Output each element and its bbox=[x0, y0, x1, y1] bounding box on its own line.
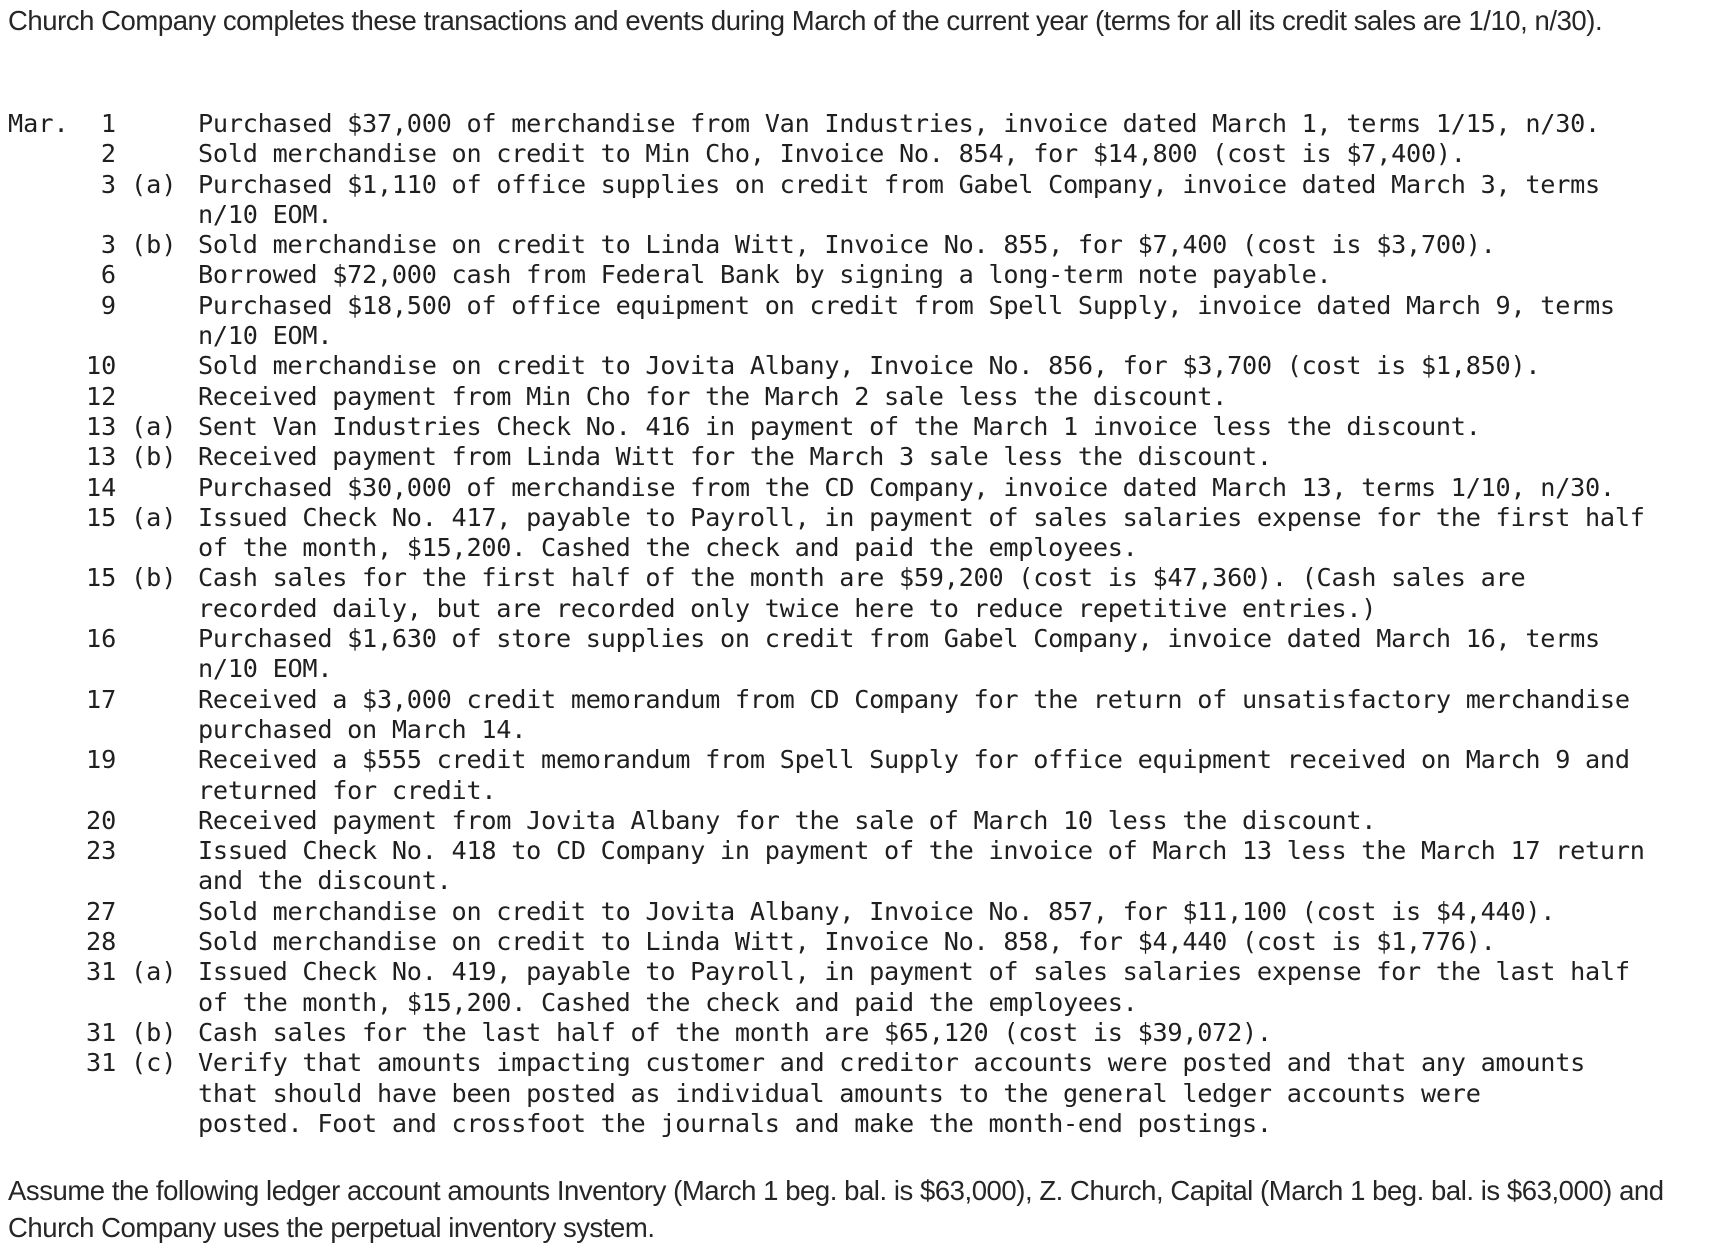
sub-label: (a) bbox=[131, 411, 177, 441]
description-line: recorded daily, but are recorded only twice here to reduce repetitive entries.) bbox=[198, 593, 1377, 623]
day: 15 bbox=[86, 563, 117, 593]
sub-label: (a) bbox=[131, 169, 177, 199]
description-line: purchased on March 14. bbox=[198, 714, 527, 744]
description-line: Sold merchandise on credit to Linda Witt, Invoice No. 858, for $4,440 (cost is $1,776). bbox=[198, 927, 1496, 957]
day: 1 bbox=[100, 109, 116, 138]
description-line: n/10 EOM. bbox=[198, 321, 333, 351]
transaction-description bbox=[198, 351, 1732, 381]
transaction-date bbox=[86, 685, 198, 715]
month-label: Mar. bbox=[8, 109, 69, 138]
transaction-row bbox=[8, 1018, 1732, 1048]
day: 19 bbox=[86, 745, 117, 775]
transaction-description bbox=[198, 109, 1732, 139]
transaction-description bbox=[198, 957, 1732, 1018]
day: 20 bbox=[86, 805, 117, 835]
day: 3 bbox=[100, 230, 116, 260]
description-line: Issued Check No. 419, payable to Payroll, in payment of sales salaries expense for the last half bbox=[198, 957, 1630, 987]
transaction-description bbox=[198, 442, 1732, 472]
day: 15 bbox=[86, 502, 117, 532]
transaction-row bbox=[8, 473, 1732, 503]
description-line: Verify that amounts impacting customer and creditor accounts were posted and that any amounts bbox=[198, 1048, 1586, 1078]
transaction-description bbox=[198, 170, 1732, 231]
transaction-date bbox=[86, 806, 198, 836]
transaction-date bbox=[86, 412, 198, 442]
day: 16 bbox=[86, 624, 117, 654]
day: 12 bbox=[86, 381, 117, 411]
transaction-row bbox=[8, 927, 1732, 957]
transaction-description bbox=[198, 836, 1732, 897]
description-line: returned for credit. bbox=[198, 775, 497, 805]
transaction-description bbox=[198, 897, 1732, 927]
description-line: Received payment from Linda Witt for the March 3 sale less the discount. bbox=[198, 442, 1272, 472]
transaction-row bbox=[8, 806, 1732, 836]
transaction-row bbox=[8, 836, 1732, 897]
transaction-date bbox=[86, 260, 198, 290]
day: 9 bbox=[100, 290, 116, 320]
transaction-date bbox=[86, 1018, 198, 1048]
transaction-date bbox=[86, 351, 198, 381]
description-line: n/10 EOM. bbox=[198, 654, 333, 684]
transaction-row bbox=[8, 1048, 1732, 1139]
transaction-description bbox=[198, 1048, 1732, 1139]
transaction-description bbox=[198, 291, 1732, 352]
description-line: Received a $555 credit memorandum from Spell Supply for office equipment received on March 9 and bbox=[198, 745, 1630, 775]
transaction-row bbox=[8, 412, 1732, 442]
day: 27 bbox=[86, 896, 117, 926]
description-line: n/10 EOM. bbox=[198, 199, 333, 229]
description-line: Issued Check No. 417, payable to Payroll, in payment of sales salaries expense for the first half bbox=[198, 502, 1645, 532]
transaction-date bbox=[86, 503, 198, 533]
description-line: Sold merchandise on credit to Linda Witt, Invoice No. 855, for $7,400 (cost is $3,700). bbox=[198, 230, 1496, 260]
transaction-description bbox=[198, 473, 1732, 503]
transaction-description bbox=[198, 563, 1732, 624]
transaction-date bbox=[86, 109, 198, 139]
transaction-row bbox=[8, 351, 1732, 381]
transaction-row bbox=[8, 291, 1732, 352]
sub-label: (b) bbox=[131, 563, 177, 593]
transaction-row bbox=[8, 230, 1732, 260]
description-line: Sold merchandise on credit to Min Cho, Invoice No. 854, for $14,800 (cost is $7,400). bbox=[198, 139, 1466, 169]
day: 14 bbox=[86, 472, 117, 502]
transaction-date bbox=[86, 897, 198, 927]
transaction-row bbox=[8, 109, 1732, 139]
transaction-row bbox=[8, 897, 1732, 927]
description-line: Purchased $18,500 of office equipment on credit from Spell Supply, invoice dated March 9, terms bbox=[198, 290, 1615, 320]
transaction-date bbox=[86, 563, 198, 593]
sub-label: (a) bbox=[131, 957, 177, 987]
transaction-row bbox=[8, 745, 1732, 806]
day: 31 bbox=[86, 957, 117, 987]
description-line: Received payment from Min Cho for the March 2 sale less the discount. bbox=[198, 381, 1228, 411]
description-line: Purchased $30,000 of merchandise from the CD Company, invoice dated March 13, terms 1/10, n/30. bbox=[198, 472, 1615, 502]
description-line: Issued Check No. 418 to CD Company in payment of the invoice of March 13 less the March 17 return bbox=[198, 836, 1645, 866]
transaction-list bbox=[8, 109, 1732, 1139]
description-line: Purchased $1,630 of store supplies on credit from Gabel Company, invoice dated March 16, terms bbox=[198, 624, 1600, 654]
day: 23 bbox=[86, 836, 117, 866]
day: 17 bbox=[86, 684, 117, 714]
description-line: of the month, $15,200. Cashed the check and paid the employees. bbox=[198, 533, 1138, 563]
transaction-row bbox=[8, 957, 1732, 1018]
transaction-date bbox=[86, 836, 198, 866]
sub-label: (b) bbox=[131, 230, 177, 260]
transaction-row bbox=[8, 442, 1732, 472]
description-line: Sold merchandise on credit to Jovita Albany, Invoice No. 856, for $3,700 (cost is $1,850). bbox=[198, 351, 1541, 381]
day: 28 bbox=[86, 927, 117, 957]
transaction-date bbox=[86, 927, 198, 957]
transaction-row bbox=[8, 563, 1732, 624]
description-line: and the discount. bbox=[198, 866, 452, 896]
transaction-description bbox=[198, 412, 1732, 442]
day: 13 bbox=[86, 411, 117, 441]
day: 13 bbox=[86, 442, 117, 472]
description-line: Sold merchandise on credit to Jovita Albany, Invoice No. 857, for $11,100 (cost is $4,440). bbox=[198, 896, 1556, 926]
description-line: Borrowed $72,000 cash from Federal Bank by signing a long-term note payable. bbox=[198, 260, 1332, 290]
transaction-row bbox=[8, 685, 1732, 746]
transaction-row bbox=[8, 260, 1732, 290]
transaction-date bbox=[86, 624, 198, 654]
transaction-description bbox=[198, 503, 1732, 564]
description-line: Cash sales for the first half of the month are $59,200 (cost is $47,360). (Cash sales are bbox=[198, 563, 1526, 593]
transaction-description bbox=[198, 230, 1732, 260]
day: 2 bbox=[100, 139, 116, 169]
transaction-description bbox=[198, 685, 1732, 746]
description-line: of the month, $15,200. Cashed the check and paid the employees. bbox=[198, 987, 1138, 1017]
day: 31 bbox=[86, 1017, 117, 1047]
description-line: Purchased $37,000 of merchandise from Van Industries, invoice dated March 1, terms 1/15, n/30. bbox=[198, 109, 1600, 138]
description-line: Sent Van Industries Check No. 416 in payment of the March 1 invoice less the discount. bbox=[198, 411, 1481, 441]
transaction-row bbox=[8, 503, 1732, 564]
transaction-date bbox=[86, 139, 198, 169]
transaction-date bbox=[86, 382, 198, 412]
transaction-row bbox=[8, 170, 1732, 231]
description-line: Cash sales for the last half of the month are $65,120 (cost is $39,072). bbox=[198, 1017, 1272, 1047]
transaction-description bbox=[198, 139, 1732, 169]
problem-intro: Church Company completes these transactions and events during March of the current year (terms for all its credit sales are 1/10, n/30). bbox=[8, 5, 1603, 36]
day: 31 bbox=[86, 1048, 117, 1078]
transaction-date bbox=[86, 442, 198, 472]
description-line: posted. Foot and crossfoot the journals and make the month-end postings. bbox=[198, 1108, 1272, 1138]
problem-assumptions: Assume the following ledger account amounts Inventory (March 1 beg. bal. is $63,000), Z. Church, Capital (March 1 beg. bal. is $63,000) and Church Company uses the perpetual inventory system. bbox=[8, 1175, 1664, 1243]
sub-label: (a) bbox=[131, 502, 177, 532]
description-line: Received payment from Jovita Albany for the sale of March 10 less the discount. bbox=[198, 805, 1377, 835]
description-line: that should have been posted as individual amounts to the general ledger accounts were bbox=[198, 1078, 1481, 1108]
transaction-date bbox=[86, 291, 198, 321]
transaction-date bbox=[86, 230, 198, 260]
day: 3 bbox=[100, 169, 116, 199]
description-line: Purchased $1,110 of office supplies on credit from Gabel Company, invoice dated March 3, terms bbox=[198, 169, 1600, 199]
transaction-description bbox=[198, 927, 1732, 957]
transaction-date bbox=[86, 1048, 198, 1078]
sub-label: (b) bbox=[131, 442, 177, 472]
transaction-date bbox=[86, 170, 198, 200]
transaction-date bbox=[86, 957, 198, 987]
transaction-description bbox=[198, 624, 1732, 685]
transaction-description bbox=[198, 806, 1732, 836]
sub-label: (b) bbox=[131, 1017, 177, 1047]
transaction-row bbox=[8, 382, 1732, 412]
transaction-description bbox=[198, 1018, 1732, 1048]
day: 10 bbox=[86, 351, 117, 381]
transaction-description bbox=[198, 260, 1732, 290]
transaction-row bbox=[8, 139, 1732, 169]
transaction-description bbox=[198, 745, 1732, 806]
description-line: Received a $3,000 credit memorandum from CD Company for the return of unsatisfactory merchandise bbox=[198, 684, 1630, 714]
day: 6 bbox=[100, 260, 116, 290]
transaction-row bbox=[8, 624, 1732, 685]
transaction-date bbox=[86, 745, 198, 775]
transaction-description bbox=[198, 382, 1732, 412]
transaction-date bbox=[86, 473, 198, 503]
sub-label: (c) bbox=[131, 1048, 177, 1078]
